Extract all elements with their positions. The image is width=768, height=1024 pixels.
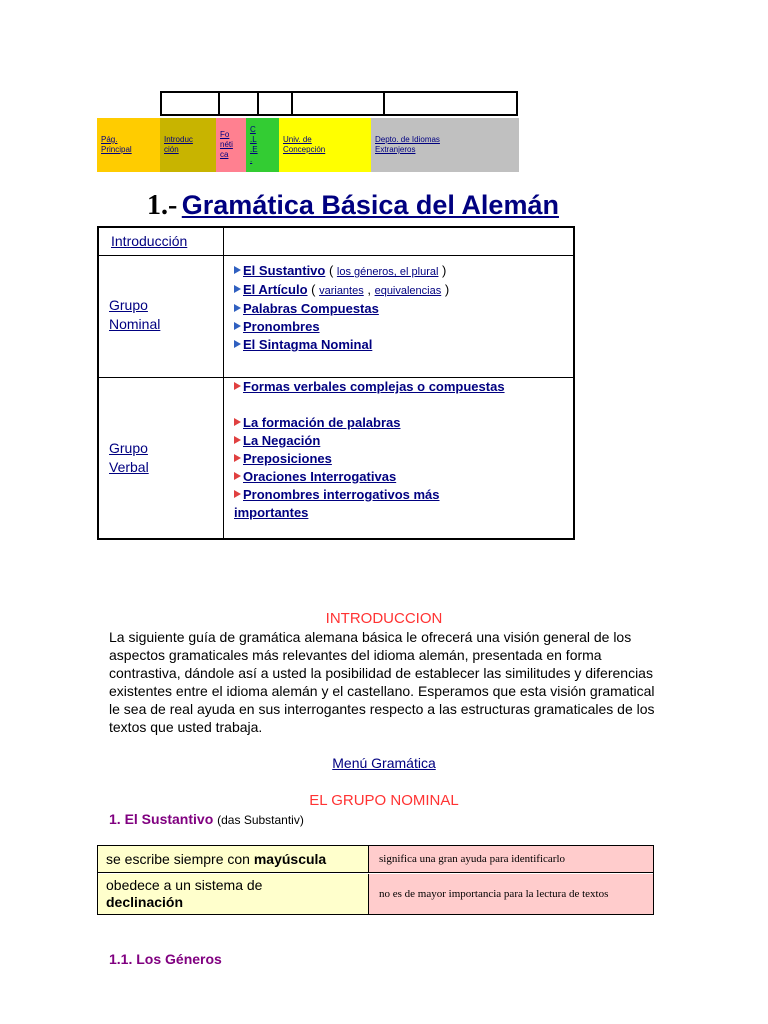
list-item: [234, 432, 505, 450]
list-item: [234, 318, 449, 336]
table-cell: obedece a un sistema de declinación: [98, 874, 368, 914]
grupo-nominal-heading: EL GRUPO NOMINAL: [309, 792, 459, 809]
grammar-index-table: [97, 226, 575, 540]
nav-item-label: Depto. de Idiomas Extranjeros: [375, 135, 440, 154]
nav-bar: [97, 118, 519, 172]
title-link[interactable]: Gramática Básica del Alemán: [181, 190, 559, 220]
list-item: [234, 504, 505, 522]
arrow-icon: [234, 382, 241, 390]
title-number: 1.-: [147, 190, 178, 221]
list-item: [234, 468, 505, 486]
nav-item-label: Introduc ción: [164, 135, 193, 154]
formacion-palabras-link[interactable]: La formación de palabras: [243, 415, 401, 430]
negacion-link[interactable]: La Negación: [243, 433, 321, 448]
verbal-list: [234, 378, 505, 522]
list-item: El Artículo ( variantes , equivalencias ): [234, 281, 449, 300]
oraciones-interrogativas-link[interactable]: Oraciones Interrogativas: [243, 469, 397, 484]
nav-item-4[interactable]: [279, 118, 371, 172]
preposiciones-link[interactable]: Preposiciones: [243, 451, 332, 466]
palabras-compuestas-link[interactable]: Palabras Compuestas: [243, 301, 379, 316]
arrow-icon: [234, 322, 241, 330]
list-item: [234, 414, 505, 432]
arrow-icon: [234, 472, 241, 480]
nav-item-label: Fo néti ca: [220, 130, 233, 159]
table-cell: no es de mayor importancia para la lectura de textos: [368, 874, 653, 914]
arrow-icon: [234, 285, 241, 293]
arrow-icon: [234, 266, 241, 274]
arrow-icon: [234, 340, 241, 348]
nominal-list: [234, 262, 449, 354]
nav-item-0[interactable]: [97, 118, 160, 172]
pronombres-interrogativos-link[interactable]: Pronombres interrogativos más: [243, 487, 440, 502]
arrow-icon: [234, 418, 241, 426]
list-item: [234, 486, 505, 504]
sustantivo-subheading: 1. El Sustantivo (das Substantiv): [109, 811, 304, 827]
nav-item-label: Univ. de Concepción: [283, 135, 326, 154]
variantes-link[interactable]: variantes: [319, 285, 364, 297]
menu-gramatica-link: [0, 755, 768, 771]
nav-item-5[interactable]: [371, 118, 519, 172]
nav-item-label: C .L .E .: [250, 125, 258, 164]
list-item: [234, 450, 505, 468]
arrow-icon: [234, 436, 241, 444]
pronombres-interrogativos-link-cont[interactable]: importantes: [234, 505, 309, 520]
formas-verbales-link[interactable]: Formas verbales complejas o compuestas: [243, 379, 505, 394]
list-item: [234, 378, 505, 396]
nav-header-row: [160, 91, 518, 116]
grupo-verbal-link[interactable]: Grupo Verbal: [109, 440, 149, 475]
grupo-nominal-link[interactable]: Grupo Nominal: [109, 297, 161, 332]
page-title: [147, 190, 559, 222]
nav-item-1[interactable]: [160, 118, 216, 172]
table-cell: significa una gran ayuda para identificarlo: [368, 846, 653, 873]
nav-item-2[interactable]: [216, 118, 246, 172]
intro-heading: INTRODUCCION: [325, 610, 443, 627]
nav-item-3[interactable]: [246, 118, 279, 172]
table-cell: se escribe siempre con mayúscula: [98, 846, 368, 873]
equivalencias-link[interactable]: equivalencias: [374, 285, 442, 297]
arrow-icon: [234, 490, 241, 498]
generos-subheading: 1.1. Los Géneros: [109, 951, 222, 967]
list-item: El Sustantivo ( los géneros, el plural ): [234, 262, 449, 281]
sustantivo-link[interactable]: El Sustantivo: [243, 263, 326, 278]
arrow-icon: [234, 304, 241, 312]
intro-paragraph: La siguiente guía de gramática alemana básica le ofrecerá una visión general de los aspectos gramaticales más relevantes del idioma alemán, presentada en forma contrastiva, dándole así a usted la posibilidad de establecer las similitudes y diferencias existentes entre el idioma alemán y el castellano. Esperamos que esta visión gramatical le sea de real ayuda en sus interrogantes respecto a las estructuras gramaticales de los textos que usted trabaja.: [109, 629, 655, 735]
list-item: [234, 336, 449, 354]
pronombres-link[interactable]: Pronombres: [243, 319, 320, 334]
articulo-link[interactable]: El Artículo: [243, 282, 308, 297]
arrow-icon: [234, 454, 241, 462]
list-item: [234, 300, 449, 318]
sintagma-nominal-link[interactable]: El Sintagma Nominal: [243, 337, 373, 352]
intro-link[interactable]: Introducción: [111, 233, 188, 249]
nav-item-label: Pág. Principal: [101, 135, 132, 154]
menu-gramatica-anchor[interactable]: Menú Gramática: [332, 755, 436, 771]
generos-plural-link[interactable]: los géneros, el plural: [336, 266, 439, 278]
sustantivo-info-table: [97, 845, 654, 915]
